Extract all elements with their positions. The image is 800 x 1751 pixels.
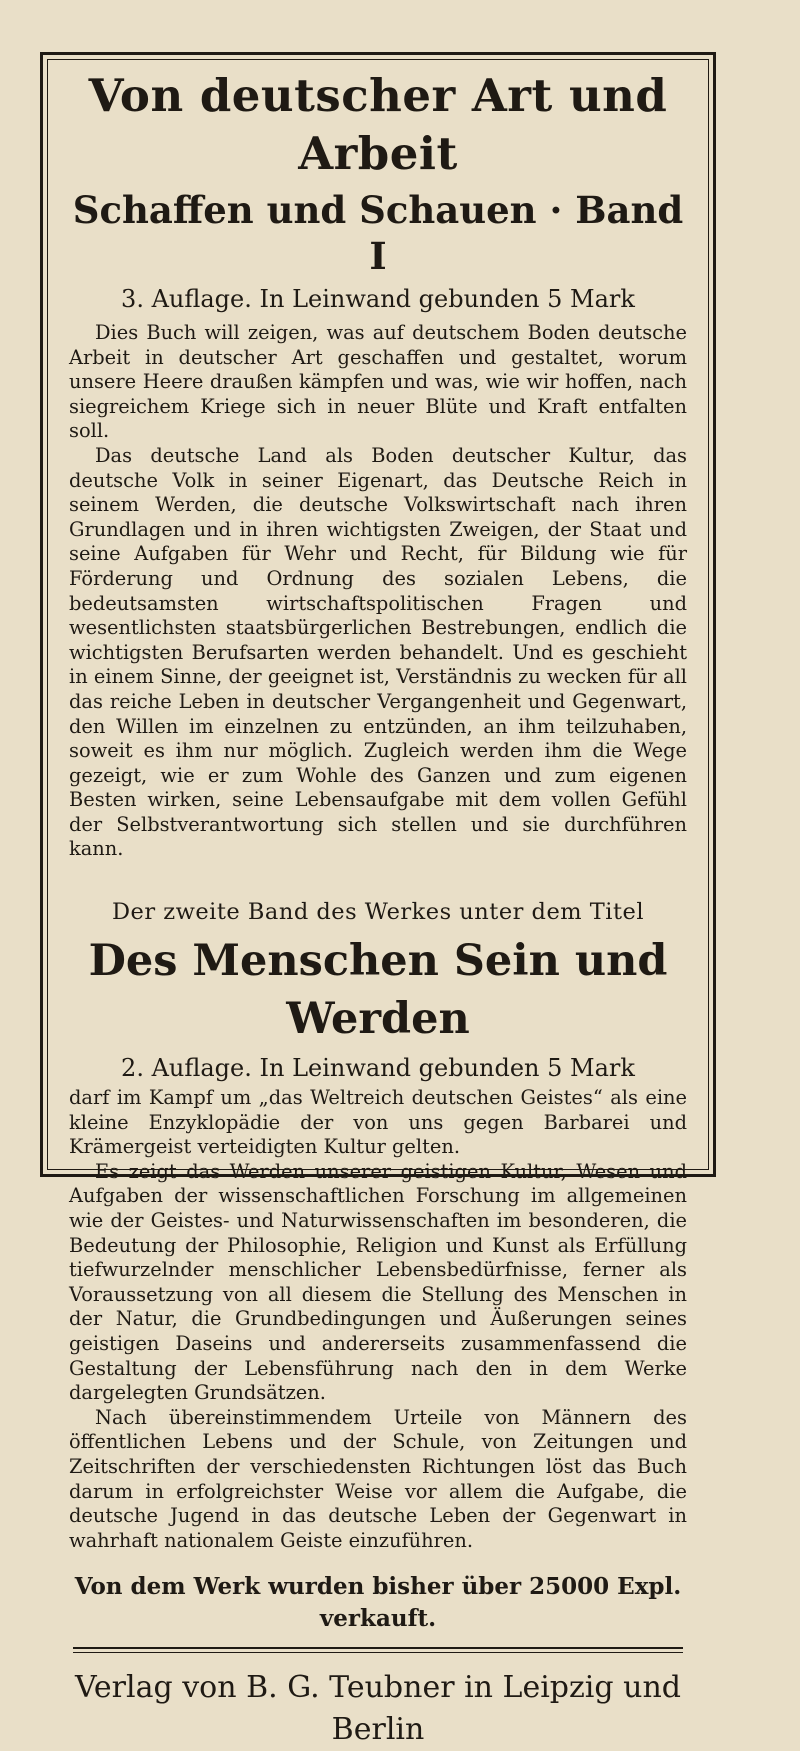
section2-paragraph-2: Es zeigt das Werden unserer geistigen Kultur, Wesen und Aufgaben der wissenschaftlichen Forschung im allgemeinen wie der Geistes- und Naturwissenschaften im besonderen, die Bedeutung der Philosophie, Religion und Kunst als Erfüllung tiefwurzelnder menschlicher Lebensbedürfnisse, ferner als Voraussetzung von all diesem die Stellung des Menschen in der Natur, die Grundbedingungen und Äußerungen seines geistigen Daseins und andererseits zusammenfassend die Gestaltung der Lebensführung nach den in dem Werke dargelegten Grundsätzen. bbox=[69, 1159, 687, 1405]
advertisement-page bbox=[40, 52, 716, 1748]
section2-paragraph-1: darf im Kampf um „das Weltreich deutschen Geistes“ als eine kleine Enzyklopädie der von uns gegen Barbarei und Krämergeist verteidigten Kultur gelten. bbox=[69, 1086, 687, 1159]
section1-paragraph-2: Das deutsche Land als Boden deutscher Kultur, das deutsche Volk in seiner Eigenart, das Deutsche Reich in seinem Werden, die deutsche Volkswirtschaft nach ihren Grundlagen und in ihren wichtigsten Zweigen, der Staat und seine Aufgaben für Wehr und Recht, für Bildung wie für Förderung und Ordnung des sozialen Lebens, die bedeutsamsten wirtschaftspolitischen Fragen und wesentlichsten staatsbürgerlichen Bestrebungen, endlich die wichtigsten Berufsarten werden behandelt. Und es geschieht in einem Sinne, der geeignet ist, Verständnis zu wecken für all das reiche Leben in deutscher Vergangenheit und Gegenwart, den Willen im einzelnen zu entzünden, an ihm teilzuhaben, soweit es ihm nur möglich. Zugleich werden ihm die Wege gezeigt, wie er zum Wohle des Ganzen und zum eigenen Besten wirken, seine Lebensaufgabe mit dem vollen Gefühl der Selbstverantwortung sich stellen und sie durchführen kann. bbox=[69, 443, 687, 861]
divider-rule-thin bbox=[73, 1652, 683, 1653]
edition-info: 3. Auflage. In Leinwand gebunden 5 Mark bbox=[121, 285, 635, 313]
sales-note: Von dem Werk wurden bisher über 25000 Expl. verkauft. bbox=[74, 1573, 682, 1633]
section2-paragraph-3: Nach übereinstimmendem Urteile von Männern des öffentlichen Lebens und der Schule, von Zeitungen und Zeitschriften der verschiedensten Richtungen löst das Buch darum in erfolgreichster Weise vor allem die Aufgabe, die deutsche Jugend in das deutsche Leben der Gegenwart in wahrhaft nationalem Geiste einzuführen. bbox=[69, 1405, 687, 1552]
divider-rule bbox=[73, 1647, 683, 1649]
section1-paragraph-1: Dies Buch will zeigen, was auf deutschem Boden deutsche Arbeit in deutscher Art geschaffen und gestaltet, worum unsere Heere draußen kämpfen und was, wie wir hoffen, nach siegreichem Kriege sich in neuer Blüte und Kraft entfalten soll. bbox=[69, 321, 687, 443]
page-title: Von deutscher Art und Arbeit bbox=[88, 69, 668, 180]
publisher-line: Verlag von B. G. Teubner in Leipzig und Berlin bbox=[74, 1670, 681, 1748]
second-volume-title: Des Menschen Sein und Werden bbox=[88, 936, 668, 1045]
second-volume-intro: Der zweite Band des Werkes unter dem Titel bbox=[111, 899, 645, 926]
second-volume-edition: 2. Auflage. In Leinwand gebunden 5 Mark bbox=[121, 1054, 635, 1083]
series-subtitle: Schaffen und Schauen · Band I bbox=[72, 188, 684, 278]
